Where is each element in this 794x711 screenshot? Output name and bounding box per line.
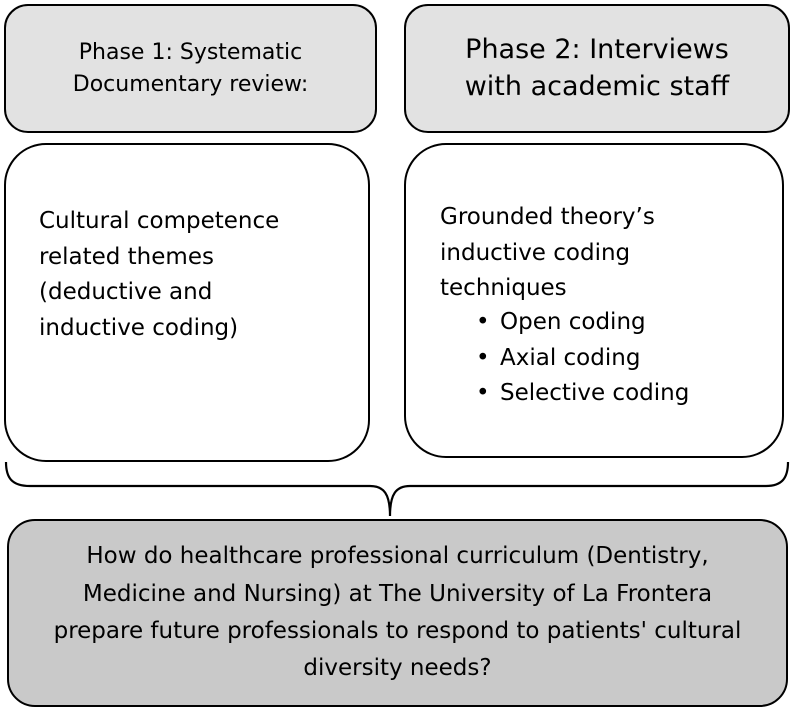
phase2-content-box bbox=[404, 143, 784, 458]
technique-item: • Axial coding bbox=[476, 341, 689, 377]
technique-label: Selective coding bbox=[500, 380, 690, 407]
technique-item: • Selective coding bbox=[476, 376, 689, 412]
technique-item: • Open coding bbox=[476, 305, 689, 341]
merge-brace bbox=[0, 458, 794, 520]
research-question: How do healthcare professional curriculum (Dentistry, Medicine and Nursing) at The University of La Frontera prepare future professionals to respond to patients' cultural diversity needs? bbox=[53, 543, 742, 682]
phase2-content: Grounded theory’s inductive coding techniques bbox=[440, 204, 655, 302]
phase1-title: Phase 1: Systematic Documentary review: bbox=[72, 39, 309, 97]
phase2-title: Phase 2: Interviews with academic staff bbox=[464, 34, 730, 102]
phase1-content: Cultural competence related themes (deductive and inductive coding) bbox=[39, 208, 280, 341]
phase2-technique-list bbox=[476, 305, 689, 412]
technique-label: Axial coding bbox=[500, 344, 641, 371]
phase1-header-box bbox=[4, 4, 377, 133]
research-question-box bbox=[7, 519, 788, 707]
technique-label: Open coding bbox=[500, 309, 646, 335]
phase2-header-box bbox=[404, 4, 790, 133]
merge-brace-path bbox=[6, 462, 788, 516]
phase1-content-box bbox=[4, 143, 370, 462]
